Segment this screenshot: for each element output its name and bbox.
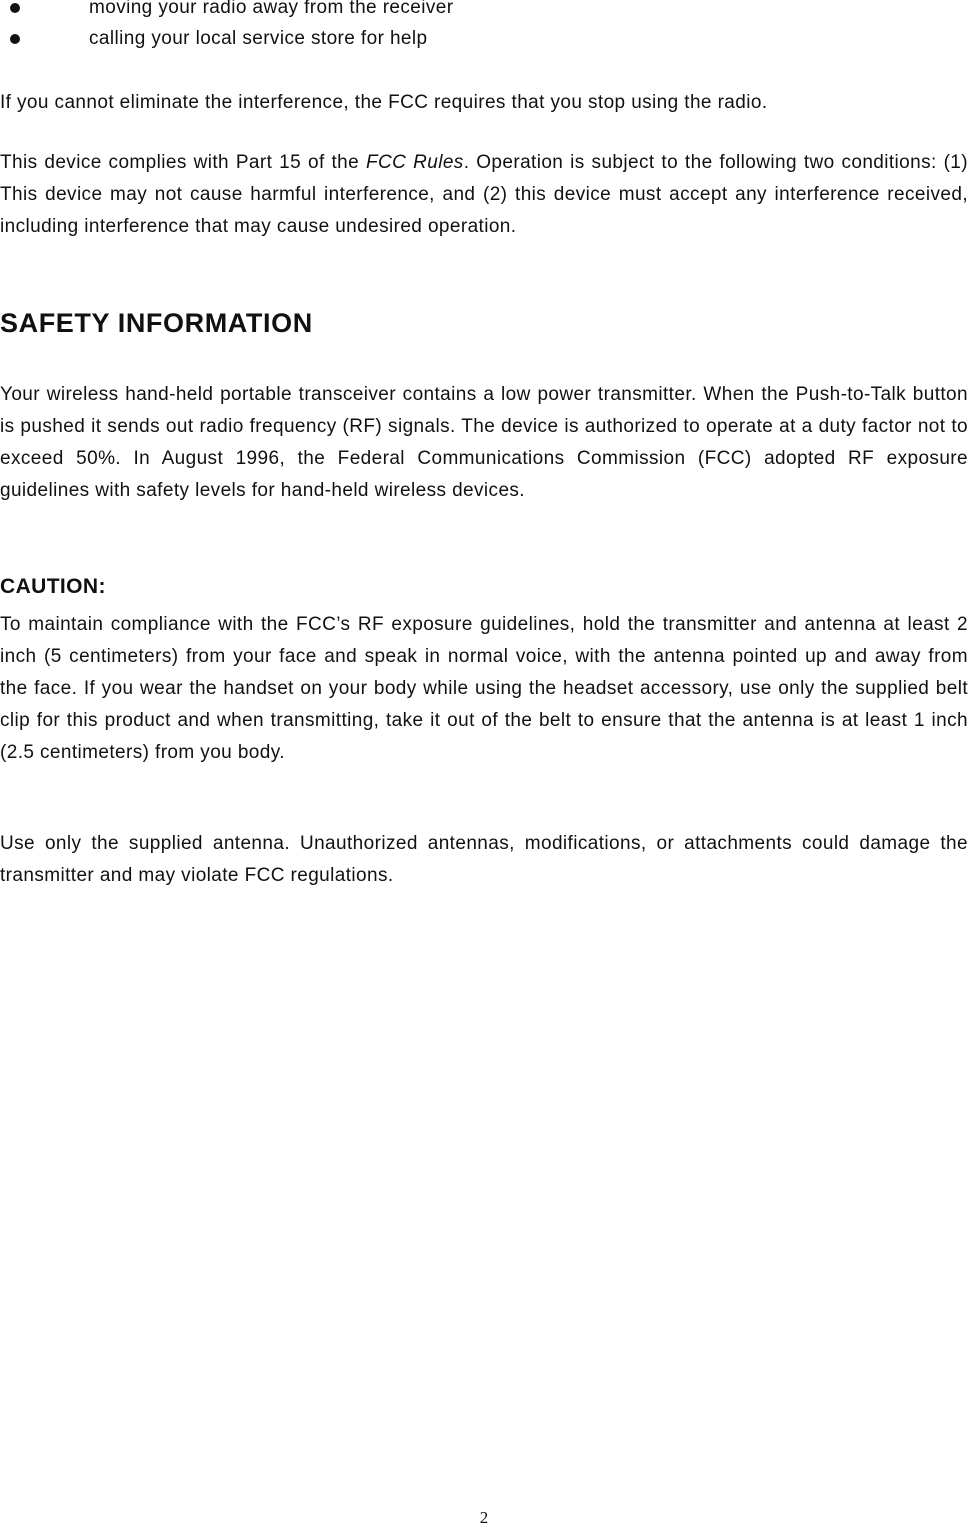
list-item-text: calling your local service store for help: [89, 28, 428, 49]
bullet-list: [0, 0, 968, 54]
page-number: 2: [479, 1508, 489, 1527]
list-item-text: moving your radio away from the receiver: [89, 0, 454, 18]
compliance-text-start: This device complies with Part 15 of the: [0, 152, 366, 173]
antenna-paragraph: Use only the supplied antenna. Unauthorized antennas, modifications, or attachments could damage the transmitter and may violate FCC regulations.: [0, 833, 968, 886]
caution-paragraph: To maintain compliance with the FCC’s RF exposure guidelines, hold the transmitter and antenna at least 2 inch (5 centimeters) from your face and speak in normal voice, with the antenna pointed up and away from the face. If you wear the handset on your body while using the headset accessory, use only the supplied belt clip for this product and when transmitting, take it out of the belt to ensure that the antenna is at least 1 inch (2.5 centimeters) from you body.: [0, 614, 968, 763]
safety-paragraph: Your wireless hand-held portable transceiver contains a low power transmitter. When the Push-to-Talk button is pushed it sends out radio frequency (RF) signals. The device is authorized to operate at a duty factor not to exceed 50%. In August 1996, the Federal Communications Commission (FCC) adopted RF exposure guidelines with safety levels for hand-held wireless devices.: [0, 384, 968, 501]
interference-paragraph: If you cannot eliminate the interference, the FCC requires that you stop using the radio.: [0, 92, 768, 113]
caution-heading: CAUTION:: [0, 575, 106, 598]
list-item: [0, 23, 968, 54]
fcc-rules-emphasis: FCC Rules: [365, 152, 464, 173]
safety-heading: SAFETY INFORMATION: [0, 308, 313, 338]
bullet-icon: [10, 3, 20, 13]
compliance-paragraph: [0, 147, 968, 243]
compliance-text-end: . Operation is subject to the following two conditions: (1) This device may not cause harmful interference, and (2) this device must accept any interference received, including interference that may cause undesired operation.: [0, 152, 968, 237]
list-item: [0, 0, 968, 23]
bullet-icon: [10, 34, 20, 44]
